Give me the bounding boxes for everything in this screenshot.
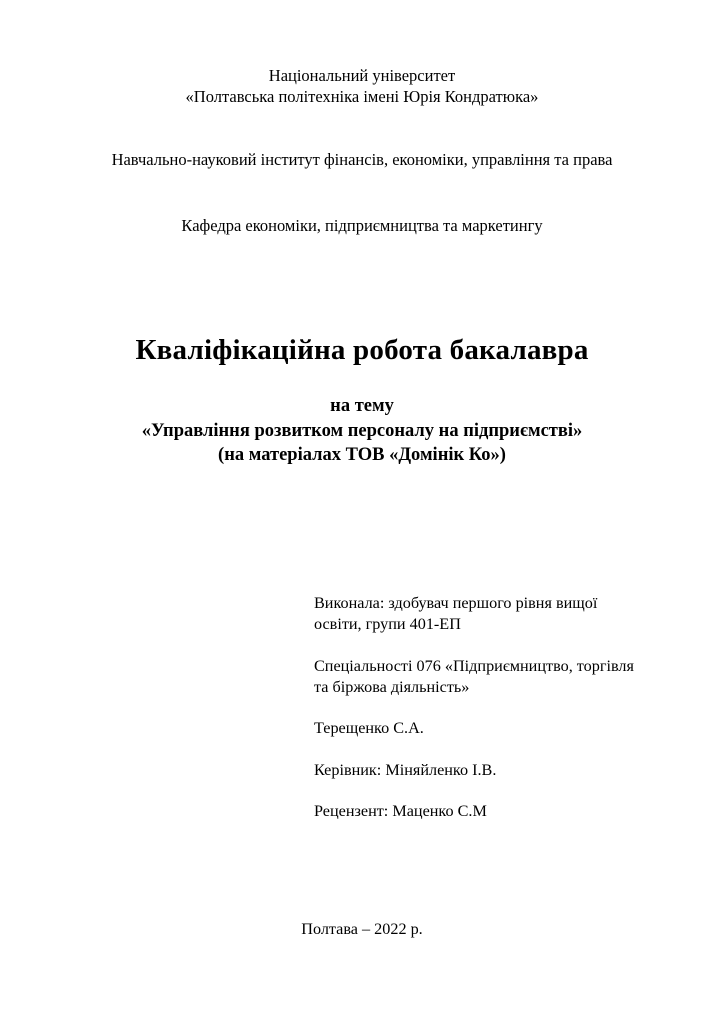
university-name <box>52 65 672 107</box>
department-name: Кафедра економіки, підприємництва та маркетингу <box>181 215 543 235</box>
student-name: Терещенко С.А. <box>314 719 424 738</box>
performer-line-2: освіти, групи 401-ЕП <box>314 615 461 634</box>
work-title: Кваліфікаційна робота бакалавра <box>135 334 589 367</box>
specialty-line-1: Спеціальності 076 «Підприємництво, торгівля <box>314 656 634 675</box>
author-block <box>314 593 684 823</box>
topic-line-2: (на матеріалах ТОВ «Домінік Ко») <box>218 445 506 466</box>
performer-line-1: Виконала: здобувач першого рівня вищої <box>314 593 598 612</box>
supervisor-name: Керівник: Міняйленко І.В. <box>314 760 497 779</box>
performer-info <box>314 593 684 636</box>
specialty-info <box>314 656 684 699</box>
topic-prefix: на тему <box>330 396 394 417</box>
topic-block <box>52 394 672 468</box>
reviewer-name: Рецензент: Маценко С.М <box>314 802 487 821</box>
university-name-line-1: Національний університет <box>268 66 456 85</box>
institute-name: Навчально-науковий інститут фінансів, економіки, управління та права <box>111 150 613 170</box>
city-and-year: Полтава – 2022 р. <box>301 920 423 938</box>
university-name-line-2: «Полтавська політехніка імені Юрія Кондратюка» <box>185 87 539 107</box>
topic-line-1: «Управління розвитком персоналу на підприємстві» <box>141 420 583 441</box>
specialty-line-2: та біржова діяльність» <box>314 678 470 696</box>
